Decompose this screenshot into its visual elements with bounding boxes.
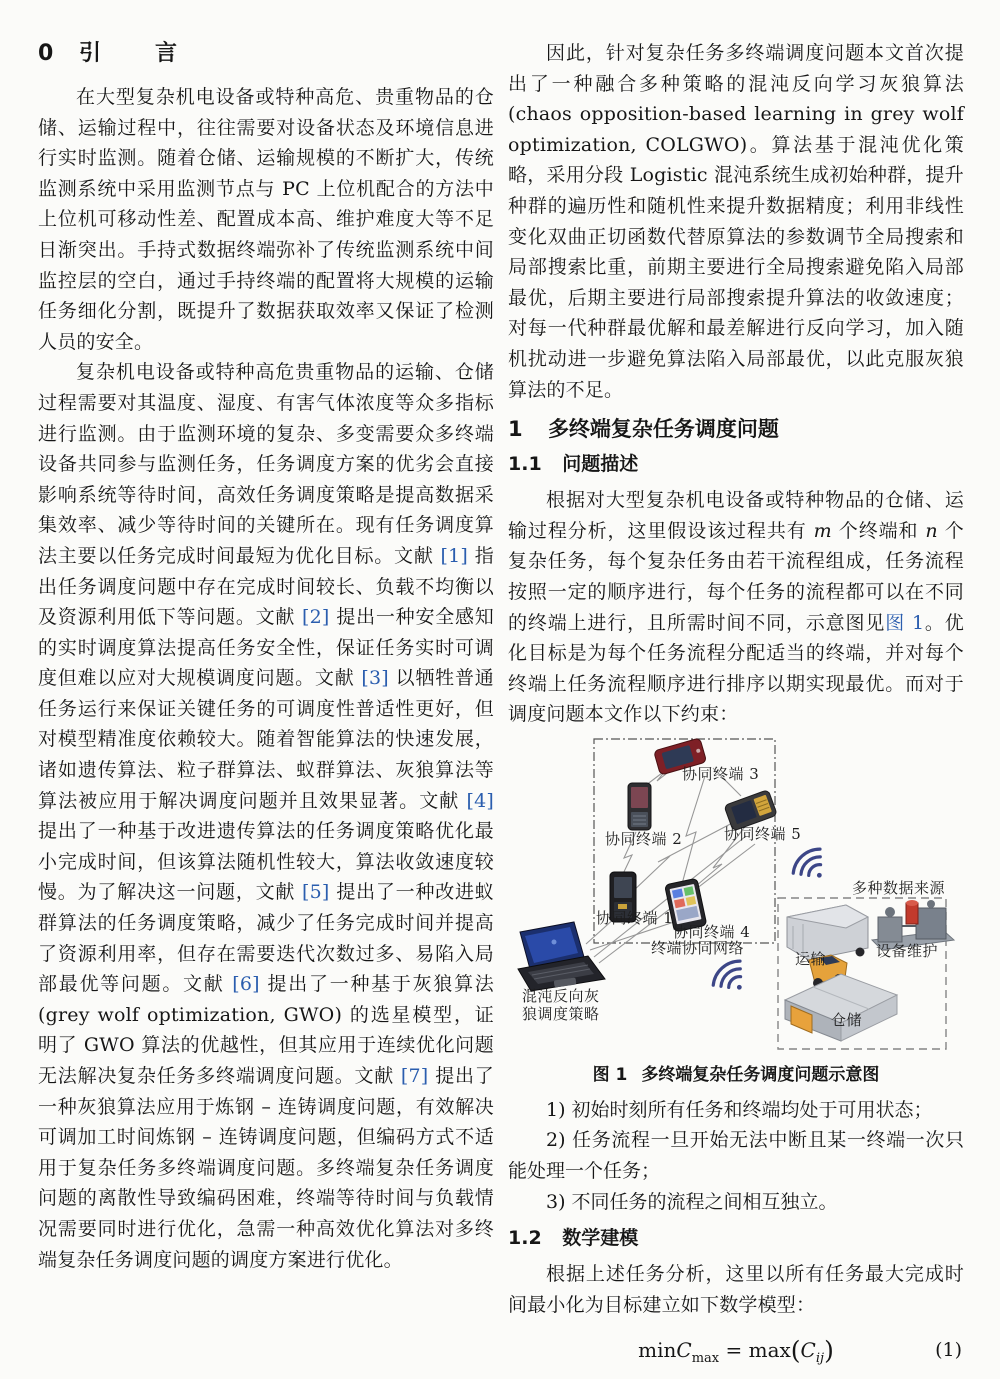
section-number: 1 xyxy=(508,417,523,442)
figure-1-caption xyxy=(508,1060,964,1085)
label-storage: 仓储 xyxy=(831,1010,863,1029)
equation-1 xyxy=(508,1330,964,1370)
cij-subscript: ij xyxy=(815,1351,825,1367)
section-title: 数学建模 xyxy=(562,1227,639,1250)
wifi-icon-top xyxy=(789,844,835,889)
min-operator: min xyxy=(638,1338,677,1363)
paragraph-intro-2: 复杂机电设备或特种高危贵重物品的运输、仓储过程需要对其温度、湿度、有害气体浓度等众多指标进行监测。由于监测环境的复杂、多变需要众多终端设备共同参与监测任务，任务调度方案的优劣会直接影响系统等待时间，高效任务调度策略是提高数据采集效率、减少等待时间的关键所在。现有任务调度算法主要以任务完成时间最短为优化目标。文献 [1] 指出任务调度问题中存在完成时间较长、负载不均衡以及资源利用低下等问题。文献 [2] 提出一种安全感知的实时调度算法提高任务安全性，保证任务实时可调度但难以应对大规模调度问题。文献 [3] 以牺牲普通任务运行来保证关键任务的可调度性普适性更好，但对模型精准度依赖较大。随着智能算法的快速发展，诸如遗传算法、粒子群算法、蚁群算法、灰狼算法等算法被应用于解决调度问题并且效果显著。文献 [4] 提出了一种基于改进遗传算法的任务调度策略优化最小完成时间，但该算法随机性较大，算法收敛速度较慢。为了解决这一问题，文献 [5] 提出了一种改进蚁群算法的任务调度策略，减少了任务完成时间并提高了资源利用率，但存在需要迭代次数过多、易陷入局部最优等问题。文献 [6] 提出了一种基于灰狼算法 (grey wolf optimization, GWO) 的选星模型，证明了 GWO 算法的优越性，但其应用于连续优化问题无法解决复杂任务多终端调度问题。文献 [7] 提出了一种灰狼算法应用于炼钢 – 连铸调度问题，有效解决可调加工时间炼钢 – 连铸调度问题，但编码方式不适用于复杂任务多终端调度问题。多终端复杂任务调度问题的离散性导致编码困难，终端等待时间与负载情况需要同时进行优化，急需一种高效优化算法对多终端复杂任务调度问题的调度方案进行优化。 xyxy=(38,361,495,1271)
label-terminal-5: 协同终端 5 xyxy=(724,824,802,843)
cij-variable: C xyxy=(800,1338,816,1363)
citation-link[interactable]: [1] xyxy=(440,544,468,567)
truck-icon xyxy=(787,905,868,988)
laptop-icon xyxy=(518,922,605,991)
equals-max: = max xyxy=(719,1338,791,1363)
figure-1-diagram xyxy=(508,736,964,1054)
label-strategy-line2: 狼调度策略 xyxy=(522,1004,600,1023)
section-heading-1-2 xyxy=(508,1225,964,1251)
cmax-subscript: max xyxy=(691,1351,720,1367)
right-column xyxy=(508,38,964,1370)
open-paren: ( xyxy=(790,1336,801,1366)
citation-link[interactable]: [4] xyxy=(466,789,494,812)
paragraph-intro-1: 在大型复杂机电设备或特种高危、贵重物品的仓储、运输过程中，往往需要对设备状态及环境信息进行实时监测。随着仓储、运输规模的不断扩大，传统监测系统中采用监测节点与 PC 上位机配合的方法中上位机可移动性差、配置成本高、维护难度大等不足日渐突出。手持式数据终端弥补了传统监测系统中间监控层的空白，通过手持终端的配置将大规模的运输任务细化分割，既提升了数据获取效率又保证了检测人员的安全。 xyxy=(38,86,494,353)
constraint-item-1: 1) 初始时刻所有任务和终端均处于可用状态； xyxy=(546,1098,933,1121)
constraint-item-2: 2) 任务流程一旦开始无法中断且某一终端一次只能处理一个任务； xyxy=(508,1129,964,1183)
citation-link[interactable]: [5] xyxy=(301,881,330,904)
citation-link[interactable]: [6] xyxy=(232,973,260,996)
section-number: 1.2 xyxy=(508,1227,542,1250)
paragraph-problem-description: 根据对大型复杂机电设备或特种物品的仓储、运输过程分析，这里假设该过程共有 m 个终端和 n 个复杂任务，每个复杂任务由若干流程组成，任务流程按照一定的顺序进行，每个任务的流程都可以在不同的终端上进行，且所需时间不同，示意图见图 1。优化目标是为每个任务流程分配适当的终端，并对每个终端上任务流程顺序进行排序以期实现最优。而对于调度问题本文作以下约束： xyxy=(508,489,964,726)
close-paren: ) xyxy=(824,1336,834,1366)
label-strategy-line1: 混沌反向灰 xyxy=(522,986,600,1005)
figure-caption-label: 图 1 xyxy=(592,1064,628,1085)
citation-link[interactable]: [2] xyxy=(301,606,330,629)
section-number: 1.1 xyxy=(508,453,542,476)
section-title: 引 言 xyxy=(78,41,193,66)
section-title: 多终端复杂任务调度问题 xyxy=(547,417,779,442)
label-terminal-3: 协同终端 3 xyxy=(682,764,760,783)
citation-link[interactable]: [3] xyxy=(361,667,389,690)
section-heading-1-1 xyxy=(508,451,964,477)
figure-caption-title: 多终端复杂任务调度问题示意图 xyxy=(641,1064,880,1085)
citation-link[interactable]: [7] xyxy=(400,1065,429,1087)
cmax-variable: C xyxy=(676,1338,692,1363)
label-terminal-1: 协同终端 1 xyxy=(596,908,674,927)
equation-number: (1) xyxy=(935,1339,962,1362)
math-variable: m xyxy=(813,519,832,542)
label-terminal-network: 终端协同网络 xyxy=(651,938,745,957)
paragraph-contribution: 因此，针对复杂任务多终端调度问题本文首次提出了一种融合多种策略的混沌反向学习灰狼算法 (chaos opposition-based learning in grey wolf optimization, COLGWO)。算法基于混沌优化策略，采用分段 Logistic 混沌系统生成初始种群，提升种群的遍历性和随机性来提升数据精度；利用非线性变化双曲正切函数代替原算法的参数调节全局搜索和局部搜索比重，前期主要进行全局搜索避免陷入局部最优，后期主要进行局部搜索提升算法的收敛速度；对每一代种群最优解和最差解进行反向学习，加入随机扰动进一步避免算法陷入局部最优，以此克服灰狼算法的不足。 xyxy=(508,42,964,401)
section-heading-1 xyxy=(508,415,964,443)
warehouse-icon xyxy=(785,974,897,1041)
section-number: 0 xyxy=(38,41,54,66)
label-terminal-2: 协同终端 2 xyxy=(605,829,683,848)
section-heading-intro xyxy=(38,40,494,68)
label-data-sources: 多种数据来源 xyxy=(852,878,946,897)
paragraph-model: 根据上述任务分析，这里以所有任务最大完成时间最小化为目标建立如下数学模型： xyxy=(508,1263,964,1316)
label-maintenance: 设备维护 xyxy=(876,941,939,960)
figure-1-link[interactable]: 图 1 xyxy=(885,611,925,634)
math-variable: n xyxy=(925,519,938,542)
wifi-icon-bottom xyxy=(709,956,755,1001)
label-terminal-4: 协同终端 4 xyxy=(673,922,751,941)
terminal-2-device-icon xyxy=(628,783,651,830)
left-column xyxy=(38,38,494,1275)
section-title: 问题描述 xyxy=(562,453,639,476)
label-transport: 运输 xyxy=(795,949,827,968)
constraint-item-3: 3) 不同任务的流程之间相互独立。 xyxy=(546,1190,838,1213)
